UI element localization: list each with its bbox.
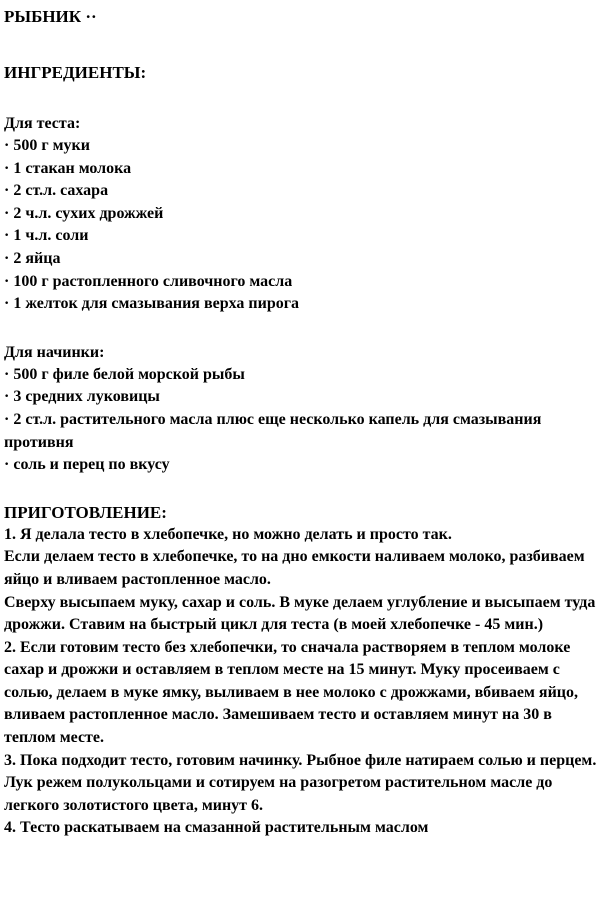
preparation-heading: ПРИГОТОВЛЕНИЕ:	[4, 502, 167, 522]
preparation-steps	[4, 524, 600, 840]
list-item	[4, 364, 600, 387]
list-item	[4, 158, 600, 181]
ingredient-text: 2 ст.л. сахара	[13, 182, 109, 200]
list-item	[4, 225, 600, 248]
ingredient-text: 2 яйца	[13, 249, 61, 267]
list-item	[4, 454, 600, 477]
ingredient-text: 100 г растопленного сливочного масла	[13, 272, 293, 290]
list-item	[4, 180, 600, 203]
list-item	[4, 293, 600, 316]
step-paragraph: Сверху высыпаем муку, сахар и соль. В муке делаем углубление и высыпаем туда дрожжи. Ставим на быстрый цикл для теста (в моей хлебопечке - 45 мин.)	[4, 593, 596, 634]
ingredient-text: 2 ст.л. растительного масла плюс еще несколько капель для смазывания противня	[4, 410, 542, 451]
filling-ingredients-list	[4, 364, 600, 477]
ingredient-text: 3 средних луковицы	[13, 388, 160, 406]
bullet-icon: ·	[4, 272, 10, 290]
bullet-icon: ·	[4, 365, 10, 383]
list-item	[4, 386, 600, 409]
bullet-icon: ·	[4, 182, 10, 200]
bullet-icon: ·	[4, 249, 10, 267]
bullet-icon: ·	[4, 295, 10, 313]
ingredient-text: 1 ч.л. соли	[13, 227, 89, 245]
step-paragraph: 3. Пока подходит тесто, готовим начинку. Рыбное филе натираем солью и перцем.	[4, 751, 597, 769]
step-paragraph: Если делаем тесто в хлебопечке, то на дно емкости наливаем молоко, разбиваем яйцо и вливаем растопленное масло.	[4, 548, 585, 588]
bullet-icon: ·	[4, 456, 10, 474]
recipe-title: РЫБНИК ··	[4, 7, 97, 26]
step-paragraph: 1. Я делала тесто в хлебопечке, но можно делать и просто так.	[4, 525, 452, 543]
ingredient-text: соль и перец по вкусу	[13, 456, 170, 474]
bullet-icon: ·	[4, 137, 10, 154]
ingredient-text: 1 желток для смазывания верха пирога	[13, 295, 299, 313]
list-item	[4, 135, 600, 158]
step-paragraph: 4. Тесто раскатываем на смазанной растительным маслом	[4, 819, 429, 837]
list-item	[4, 409, 600, 454]
ingredient-text: 1 стакан молока	[13, 159, 132, 177]
list-item	[4, 203, 600, 226]
list-item	[4, 248, 600, 271]
step-paragraph: Лук режем полукольцами и сотируем на разогретом растительном масле до легкого золотистого цвета, минут 6.	[4, 774, 553, 814]
ingredient-text: 500 г филе белой морской рыбы	[13, 365, 245, 383]
bullet-icon: ·	[4, 159, 10, 177]
list-item	[4, 271, 600, 294]
ingredient-text: 500 г муки	[13, 137, 90, 154]
bullet-icon: ·	[4, 204, 10, 222]
ingredients-heading: ИНГРЕДИЕНТЫ:	[4, 63, 147, 82]
filling-heading: Для начинки:	[4, 343, 105, 361]
ingredient-text: 2 ч.л. сухих дрожжей	[13, 204, 164, 222]
bullet-icon: ·	[4, 388, 10, 406]
step-paragraph: 2. Если готовим тесто без хлебопечки, то сначала растворяем в теплом молоке сахар и дрожжи и оставляем в теплом месте на 15 минут. Муку просеиваем с солью, делаем в муке ямку, выливаем в нее молоко с дрожжами, вбиваем яйцо, вливаем растопленное масло. Замешиваем тесто и оставляем минут на 30 в теплом месте.	[4, 638, 579, 747]
bullet-icon: ·	[4, 227, 10, 245]
bullet-icon: ·	[4, 410, 10, 428]
dough-ingredients-list	[4, 135, 600, 316]
dough-heading: Для теста:	[4, 115, 81, 132]
